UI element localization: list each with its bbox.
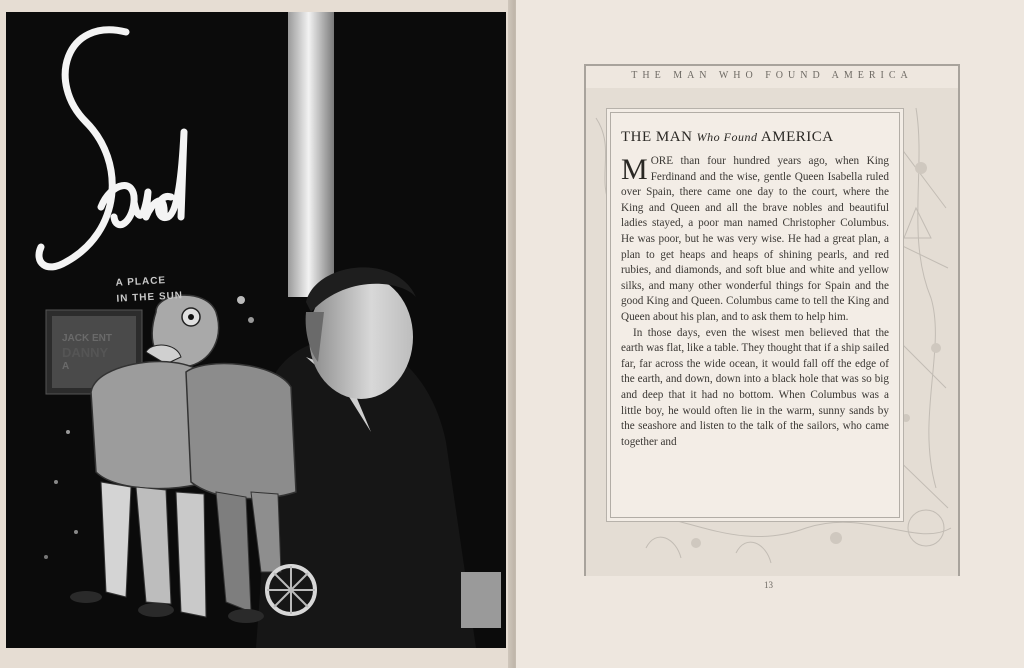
page-number: 13 [764, 580, 773, 590]
paragraph-2: In those days, even the wisest men believed that the earth was flat, like a table. They thought that if a ship sailed far, far across the wide ocean, it would fall off the edge of the earth, and down, down into a black hole that was so big and deep that it had no bottom. When Columbus was a little boy, he would often lie in the warm, sunny sands by the seashore and listen to the talk of the sailors, who came together and [621, 326, 889, 448]
right-page [516, 0, 1024, 668]
running-head: THE MAN WHO FOUND AMERICA [586, 66, 958, 89]
page-frame [584, 64, 960, 576]
marquee-board: JACK ENT DANNY A [62, 333, 113, 372]
collage-artwork [6, 12, 506, 648]
drop-cap: M [621, 153, 648, 186]
chapter-title: THE MAN Who Found AMERICA [621, 129, 834, 145]
sign-subtitle: A PLACE IN THE SUN [115, 275, 184, 305]
text-panel [610, 112, 900, 518]
pillar [288, 12, 334, 297]
collage-photo [6, 12, 506, 648]
paragraph-1: MORE than four hundred years ago, when King Ferdinand and the wise, gentle Queen Isabella ruled over Spain, there came one day to the court, where the King and Queen and all the brave nobles and beautiful ladies stayed, a poor man named Christopher Columbus. He was poor, but he was very wise. He had a great plan, a plan to get heaps and heaps of shining pearls, and red rubies, and diamonds, and soft blue and white and yellow silks, and many other wonderful things for Spain and the good King and Queen. Columbus came to tell the King and Queen about his plan, and to ask them to help him. [621, 153, 889, 323]
